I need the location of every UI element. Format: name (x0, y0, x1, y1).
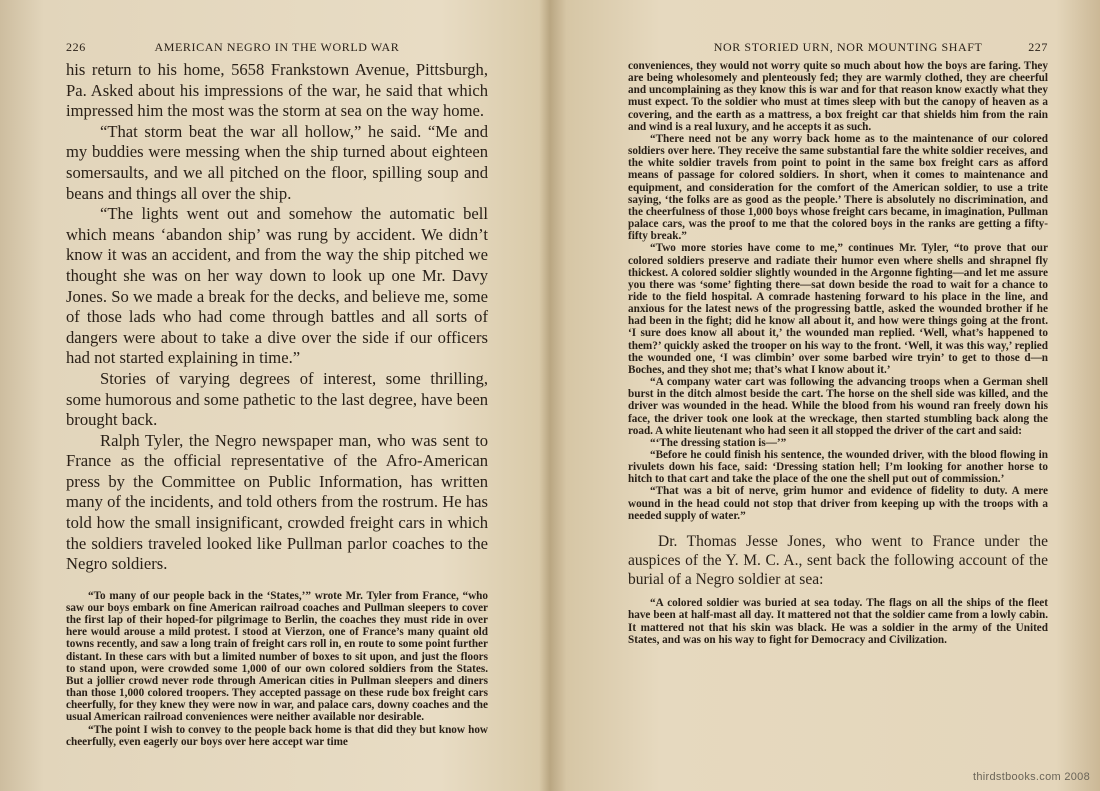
right-quote-block (628, 60, 1048, 522)
left-paragraph: Stories of varying degrees of interest, some thrilling, some humorous and some pathetic to the last degree, have been brought back. (66, 368, 488, 430)
quote-paragraph: “That was a bit of nerve, grim humor and evidence of fidelity to duty. A mere wound in the head could not stop that driver from keeping up with the troops with a needed supply of water.” (628, 485, 1048, 522)
right-page (556, 0, 1100, 791)
quote-paragraph: “A company water cart was following the advancing troops when a German shell burst in the ditch almost beside the cart. The horse on the shell side was killed, and the driver was wounded in the head. While the blood from his wound ran freely down his face, the driver took one look at the wreckage, then started stumbling back along the road. A white lieutenant who had seen it all stopped the driver of the cart and said: (628, 376, 1048, 437)
body-paragraph: Dr. Thomas Jesse Jones, who went to France under the auspices of the Y. M. C. A., sent back the following account of the burial of a Negro soldier at sea: (628, 532, 1048, 588)
right-header-title: NOR STORIED URN, NOR MOUNTING SHAFT (713, 40, 983, 54)
left-paragraph: “The lights went out and somehow the automatic bell which means ‘abandon ship’ was rung by accident. We didn’t know it was an accident, and from the way the ship pitched we thought she was on her way down to look up one Mr. Davy Jones. So we made a break for the decks, and believe me, some of those lads who had come through battles and all sorts of dangers were about to take a dive over the side if our officers had not started explaining in time.” (66, 204, 488, 368)
quote-paragraph: “‘The dressing station is—’” (650, 436, 787, 449)
quote-paragraph: “Before he could finish his sentence, the wounded driver, with the blood flowing in rivulets down his face, said: ‘Dressing station hell; I’m looking for another horse to hitch to that cart and take the place of the one the shell put out of commission.’ (628, 449, 1048, 486)
right-page-number: 227 (1028, 40, 1048, 54)
quote-paragraph: “Two more stories have come to me,” continues Mr. Tyler, “to prove that our colored soldiers preserve and radiate their humor even where shells and shrapnel fly thickest. A colored soldier slightly wounded in the Argonne fighting—and let me assure you there was ‘some’ fighting there—sat down beside the road to wait for a chance to ride to the field hospital. A comrade hastening forward to his place in the line, and anxious for the latest news of the progressing battle, asked the wounded brother if he had been in the fight; did he know all about it, and how were things going at the front. ‘I sure does know all about it,’ the wounded man replied. ‘Well, what’s happened to them?’ quickly asked the trooper on his way to the front. ‘Well, it was this way,’ replied the wounded one, ‘I was climbin’ over some barbed wire tryin’ to get to those d—n Boches, and they shot me; that’s what I know about it.’ (628, 242, 1048, 376)
quote-paragraph: “There need not be any worry back home as to the maintenance of our colored soldiers over here. They receive the same substantial fare the white soldier receives, and the white soldier travels from point to point in the same box freight cars as afford means of passage for colored soldiers. In short, when it comes to maintenance and equipment, and consideration for the comfort of the American soldier, to use a trite saying, ‘the folks are as good as the people.’ There is absolutely no discrimination, and the cheerfulness of those 1,000 boys whose freight cars became, in imagination, Pullman palace cars, was the proof to me that the colored boys in the ranks are getting a fifty-fifty break.” (628, 132, 1048, 243)
left-paragraph: Ralph Tyler, the Negro newspaper man, who was sent to France as the official representative of the Afro-American press by the Committee on Public Information, has written many of the incidents, and told others from the rostrum. He has told how the small insignificant, crowded freight cars in which the soldiers traveled looked like Pullman parlor coaches to the Negro soldiers. (66, 430, 488, 574)
quote-paragraph: “The point I wish to convey to the people back home is that did they but know how cheerfully, even eagerly our boys over here accept war time (66, 723, 488, 748)
left-page-number: 226 (66, 40, 86, 54)
left-paragraph: “That storm beat the war all hollow,” he said. “Me and my buddies were messing when the ship turned about eighteen somersaults, and we all pitched on the floor, spilling soup and beans and things all over the ship. (66, 121, 488, 203)
right-body-text (628, 532, 1048, 589)
right-running-head (628, 40, 1048, 55)
left-running-head (66, 40, 488, 55)
left-body-text (66, 60, 488, 575)
quote-paragraph: “To many of our people back in the ‘States,’” wrote Mr. Tyler from France, “who saw our boys embark on fine American railroad coaches and Pullman sleepers to cover the first lap of their hoped-for pilgrimage to Berlin, the coaches they must ride in over here would arouse a mild protest. I stood at Vierzon, one of France’s many quaint old towns recently, and saw a long train of freight cars roll in, en route to some point further distant. In these cars with but a limited number of boxes to sit upon, and just the floors to stand upon, were crowded some 1,000 of our own colored soldiers from the States. But a jollier crowd never rode through American cities in Pullman sleepers and diners than those 1,000 colored troopers. They accepted passage on these rude box freight cars cheerfully, for they knew they were now in war, and palace cars, downy coaches and the usual American railroad conveniences were neither available nor desirable. (66, 589, 488, 724)
quote-paragraph: “A colored soldier was buried at sea today. The flags on all the ships of the fleet have been at half-mast all day. It mattered not that the soldier came from a lowly cabin. It mattered not that his skin was black. He was a soldier in the army of the United States, and was on his way to fight for Democracy and Civilization. (628, 596, 1048, 647)
right-final-quote (628, 597, 1048, 647)
left-header-title: AMERICAN NEGRO IN THE WORLD WAR (154, 40, 400, 54)
quote-paragraph: conveniences, they would not worry quite so much about how the boys are faring. They are being wholesomely and plenteously fed; they are warmly clothed, they are cheerful and uncomplaining as they know this is war and for that reason know exactly what they must expect. To the soldier who must at times sleep with but the canopy of heaven as a covering, and the earth as a mattress, a box freight car that shields him from the rain and wind is a real luxury, and he accepts it as such. (628, 60, 1048, 133)
left-quote-block (66, 590, 488, 748)
watermark: thirdstbooks.com 2008 (973, 771, 1090, 783)
left-paragraph: his return to his home, 5658 Frankstown Avenue, Pittsburgh, Pa. Asked about his impressions of the war, he said that which impressed him the most was the storm at sea on the way home. (66, 60, 488, 121)
